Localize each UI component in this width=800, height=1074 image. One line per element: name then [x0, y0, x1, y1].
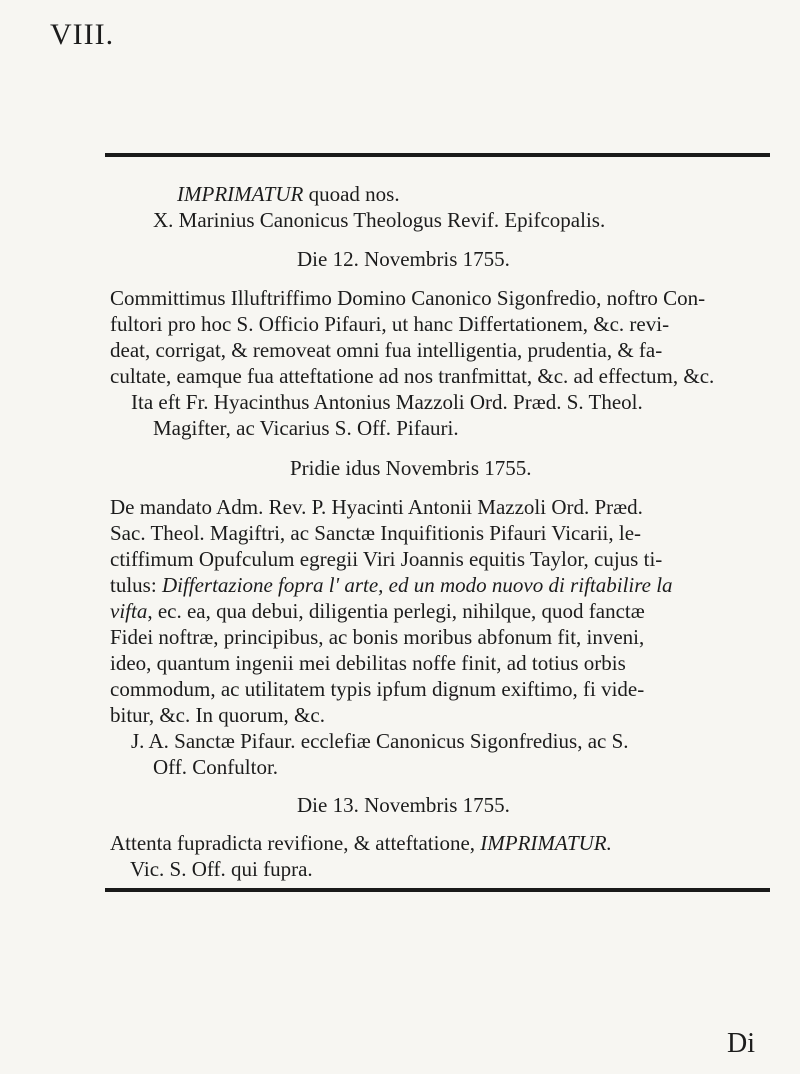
- date-line-3: Die 13. Novembris 1755.: [297, 793, 510, 817]
- report-line-8: commodum, ac utilitatem typis ipfum dignum exiftimo, fi vide-: [110, 677, 645, 701]
- date-line-1: Die 12. Novembris 1755.: [297, 247, 510, 271]
- imprimatur-line: [177, 181, 400, 207]
- imprimatur-word: IMPRIMATUR: [177, 182, 304, 206]
- page-number: VIII.: [50, 18, 115, 51]
- commission-line-1: Committimus Illuftriffimo Domino Canonico Sigonfredio, noftro Con-: [110, 286, 706, 310]
- imprimatur-final-line: [110, 830, 612, 856]
- title-prefix: tulus:: [110, 573, 162, 597]
- report-line-5-rest: , ec. ea, qua debui, diligentia perlegi, nihilque, quod fanctæ: [147, 599, 645, 623]
- commission-line-6: Magifter, ac Vicarius S. Off. Pifauri.: [153, 416, 459, 440]
- reviser-signature: X. Marinius Canonicus Theologus Revif. Epifcopalis.: [153, 208, 606, 232]
- report-line-4: [110, 572, 673, 598]
- bottom-rule: [105, 888, 770, 892]
- top-rule: [105, 153, 770, 157]
- report-line-5: [110, 598, 645, 624]
- commission-line-2: fultori pro hoc S. Officio Pifauri, ut hanc Differtationem, &c. revi-: [110, 312, 670, 336]
- report-line-2: Sac. Theol. Magiftri, ac Sanctæ Inquifitionis Pifauri Vicarii, le-: [110, 521, 642, 545]
- vicar-signature: Vic. S. Off. qui fupra.: [130, 857, 313, 881]
- imprimatur-final-word: IMPRIMATUR.: [480, 831, 612, 855]
- report-line-6: Fidei noftræ, principibus, ac bonis moribus abfonum fit, inveni,: [110, 625, 645, 649]
- report-line-1: De mandato Adm. Rev. P. Hyacinti Antonii Mazzoli Ord. Præd.: [110, 495, 643, 519]
- report-signature: J. A. Sanctæ Pifaur. ecclefiæ Canonicus Sigonfredius, ac S.: [131, 729, 629, 753]
- commission-line-5: Ita eft Fr. Hyacinthus Antonius Mazzoli Ord. Præd. S. Theol.: [131, 390, 643, 414]
- book-title: Differtazione fopra l' arte, ed un modo nuovo di riftabilire la: [161, 573, 673, 597]
- report-line-7: ideo, quantum ingenii mei debilitas noffe finit, ad totius orbis: [110, 651, 626, 675]
- report-line-3: ctiffimum Opufculum egregii Viri Joannis equitis Taylor, cujus ti-: [110, 547, 663, 571]
- imprimatur-final-prefix: Attenta fupradicta revifione, & atteftatione,: [110, 831, 481, 855]
- commission-line-3: deat, corrigat, & removeat omni fua intelligentia, prudentia, & fa-: [110, 338, 663, 362]
- catchword: Di: [727, 1028, 755, 1059]
- report-line-9: bitur, &c. In quorum, &c.: [110, 703, 325, 727]
- book-title-end: vifta: [110, 599, 148, 623]
- imprimatur-rest: quoad nos.: [303, 182, 400, 206]
- commission-line-4: cultate, eamque fua atteftatione ad nos tranfmittat, &c. ad effectum, &c.: [110, 364, 715, 388]
- date-line-2: Pridie idus Novembris 1755.: [290, 456, 532, 480]
- report-signature-title: Off. Confultor.: [153, 755, 279, 779]
